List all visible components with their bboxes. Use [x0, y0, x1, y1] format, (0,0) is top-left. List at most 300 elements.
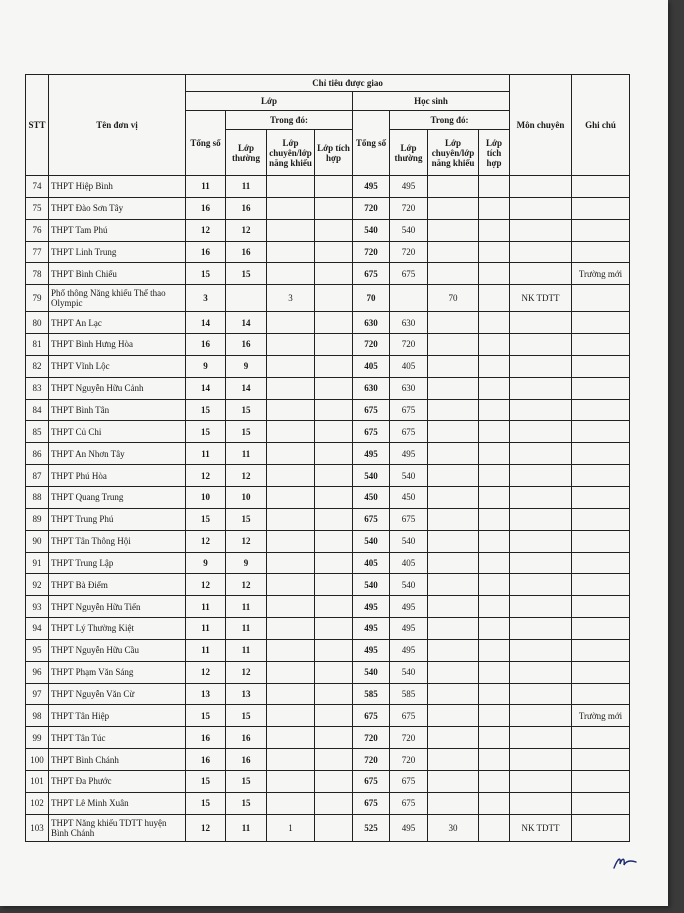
cell-students-specialized: [428, 421, 479, 443]
cell-stt: 86: [26, 443, 49, 465]
cell-note: [572, 377, 630, 399]
cell-classes-integrated: [315, 176, 353, 198]
cell-note: [572, 574, 630, 596]
cell-classes-integrated: [315, 639, 353, 661]
cell-classes-specialized: [267, 683, 315, 705]
cell-note: [572, 530, 630, 552]
cell-unit-name: THPT Tam Phú: [49, 219, 186, 241]
cell-unit-name: THPT Đào Sơn Tây: [49, 197, 186, 219]
cell-students-integrated: [479, 486, 510, 508]
cell-classes-integrated: [315, 399, 353, 421]
cell-classes-total: 16: [186, 197, 226, 219]
cell-students-total: 720: [353, 727, 390, 749]
cell-specialized-subject: [510, 618, 572, 640]
cell-classes-specialized: [267, 552, 315, 574]
cell-specialized-subject: [510, 241, 572, 263]
cell-classes-specialized: [267, 661, 315, 683]
cell-stt: 88: [26, 486, 49, 508]
table-row: [26, 596, 630, 618]
cell-stt: 90: [26, 530, 49, 552]
cell-students-total: 540: [353, 661, 390, 683]
cell-students-total: 495: [353, 176, 390, 198]
cell-students-total: 675: [353, 508, 390, 530]
cell-classes-integrated: [315, 530, 353, 552]
cell-students-total: 675: [353, 399, 390, 421]
cell-students-integrated: [479, 770, 510, 792]
cell-unit-name: THPT Lê Minh Xuân: [49, 792, 186, 814]
cell-unit-name: THPT Nguyễn Hữu Cảnh: [49, 377, 186, 399]
cell-classes-integrated: [315, 241, 353, 263]
cell-students-regular: 495: [390, 176, 428, 198]
cell-stt: 101: [26, 770, 49, 792]
cell-students-specialized: [428, 683, 479, 705]
cell-students-integrated: [479, 618, 510, 640]
cell-specialized-subject: [510, 705, 572, 727]
cell-specialized-subject: [510, 727, 572, 749]
cell-classes-total: 16: [186, 241, 226, 263]
cell-classes-total: 15: [186, 770, 226, 792]
cell-students-specialized: [428, 355, 479, 377]
cell-students-regular: 630: [390, 377, 428, 399]
cell-classes-regular: 15: [226, 705, 267, 727]
table-row: [26, 285, 630, 312]
cell-unit-name: THPT Bình Chánh: [49, 749, 186, 771]
cell-classes-integrated: [315, 792, 353, 814]
cell-classes-total: 16: [186, 727, 226, 749]
cell-students-total: 495: [353, 596, 390, 618]
cell-students-regular: 675: [390, 508, 428, 530]
cell-students-total: 405: [353, 355, 390, 377]
cell-unit-name: THPT Năng khiếu TDTT huyện Bình Chánh: [49, 814, 186, 841]
cell-classes-specialized: [267, 705, 315, 727]
cell-specialized-subject: [510, 574, 572, 596]
cell-students-specialized: [428, 334, 479, 356]
cell-classes-specialized: [267, 219, 315, 241]
cell-students-specialized: [428, 197, 479, 219]
cell-classes-total: 15: [186, 421, 226, 443]
cell-stt: 91: [26, 552, 49, 574]
cell-unit-name: THPT Tân Thông Hội: [49, 530, 186, 552]
cell-students-integrated: [479, 574, 510, 596]
cell-classes-regular: 15: [226, 508, 267, 530]
cell-stt: 77: [26, 241, 49, 263]
cell-students-total: 540: [353, 574, 390, 596]
cell-stt: 79: [26, 285, 49, 312]
cell-classes-total: 10: [186, 486, 226, 508]
cell-note: [572, 683, 630, 705]
cell-students-regular: 720: [390, 727, 428, 749]
cell-stt: 82: [26, 355, 49, 377]
cell-students-regular: 540: [390, 219, 428, 241]
table-row: [26, 508, 630, 530]
cell-stt: 98: [26, 705, 49, 727]
table-row: [26, 814, 630, 841]
cell-specialized-subject: [510, 661, 572, 683]
cell-students-specialized: [428, 219, 479, 241]
cell-unit-name: THPT Phạm Văn Sáng: [49, 661, 186, 683]
table-row: [26, 618, 630, 640]
cell-specialized-subject: [510, 552, 572, 574]
cell-classes-regular: 15: [226, 421, 267, 443]
cell-unit-name: THPT Bình Chiểu: [49, 263, 186, 285]
cell-students-regular: 450: [390, 486, 428, 508]
cell-classes-total: 11: [186, 176, 226, 198]
cell-unit-name: THPT Quang Trung: [49, 486, 186, 508]
cell-note: [572, 792, 630, 814]
table-row: [26, 263, 630, 285]
cell-unit-name: THPT Tân Túc: [49, 727, 186, 749]
cell-students-total: 720: [353, 749, 390, 771]
cell-students-specialized: [428, 661, 479, 683]
cell-classes-total: 12: [186, 814, 226, 841]
cell-note: [572, 219, 630, 241]
cell-unit-name: THPT An Nhơn Tây: [49, 443, 186, 465]
cell-classes-regular: 11: [226, 618, 267, 640]
header-classes-regular: Lớp thường: [226, 130, 267, 176]
cell-classes-total: 11: [186, 596, 226, 618]
cell-students-total: 405: [353, 552, 390, 574]
cell-classes-regular: 11: [226, 443, 267, 465]
cell-classes-integrated: [315, 263, 353, 285]
cell-note: [572, 443, 630, 465]
cell-students-specialized: [428, 792, 479, 814]
cell-classes-regular: 15: [226, 770, 267, 792]
cell-students-regular: 495: [390, 443, 428, 465]
cell-students-integrated: [479, 355, 510, 377]
cell-students-total: 675: [353, 421, 390, 443]
cell-unit-name: THPT Lý Thường Kiệt: [49, 618, 186, 640]
cell-classes-integrated: [315, 552, 353, 574]
cell-specialized-subject: [510, 508, 572, 530]
cell-students-integrated: [479, 399, 510, 421]
cell-students-specialized: [428, 443, 479, 465]
cell-students-specialized: [428, 727, 479, 749]
cell-students-integrated: [479, 421, 510, 443]
cell-note: [572, 176, 630, 198]
cell-students-regular: 720: [390, 241, 428, 263]
cell-stt: 81: [26, 334, 49, 356]
table-row: [26, 530, 630, 552]
table-row: [26, 334, 630, 356]
cell-specialized-subject: [510, 639, 572, 661]
cell-unit-name: THPT Trung Lập: [49, 552, 186, 574]
cell-classes-regular: 16: [226, 197, 267, 219]
cell-classes-specialized: 3: [267, 285, 315, 312]
table-row: [26, 197, 630, 219]
cell-classes-integrated: [315, 770, 353, 792]
cell-specialized-subject: [510, 749, 572, 771]
cell-specialized-subject: [510, 312, 572, 334]
cell-specialized-subject: [510, 530, 572, 552]
cell-classes-specialized: [267, 263, 315, 285]
cell-students-total: 540: [353, 219, 390, 241]
cell-students-total: 495: [353, 639, 390, 661]
header-quota: Chỉ tiêu được giao: [186, 75, 510, 92]
cell-classes-integrated: [315, 285, 353, 312]
cell-specialized-subject: NK TDTT: [510, 285, 572, 312]
cell-classes-integrated: [315, 574, 353, 596]
table-row: [26, 486, 630, 508]
cell-stt: 94: [26, 618, 49, 640]
cell-note: [572, 285, 630, 312]
cell-unit-name: THPT Nguyễn Hữu Cầu: [49, 639, 186, 661]
cell-classes-regular: 12: [226, 465, 267, 487]
cell-students-regular: 495: [390, 596, 428, 618]
cell-note: [572, 465, 630, 487]
cell-classes-integrated: [315, 727, 353, 749]
cell-students-total: 495: [353, 618, 390, 640]
cell-students-total: 720: [353, 334, 390, 356]
cell-unit-name: THPT Vĩnh Lộc: [49, 355, 186, 377]
cell-specialized-subject: [510, 486, 572, 508]
cell-unit-name: THPT Đa Phước: [49, 770, 186, 792]
cell-classes-total: 14: [186, 312, 226, 334]
cell-specialized-subject: [510, 334, 572, 356]
cell-stt: 92: [26, 574, 49, 596]
cell-classes-integrated: [315, 312, 353, 334]
cell-classes-specialized: [267, 176, 315, 198]
cell-note: [572, 814, 630, 841]
cell-classes-specialized: [267, 596, 315, 618]
cell-students-specialized: [428, 465, 479, 487]
cell-classes-specialized: [267, 334, 315, 356]
cell-students-regular: 495: [390, 639, 428, 661]
cell-students-regular: 585: [390, 683, 428, 705]
cell-note: [572, 596, 630, 618]
cell-classes-integrated: [315, 705, 353, 727]
header-classes-total: Tổng số: [186, 111, 226, 176]
cell-classes-total: 11: [186, 639, 226, 661]
cell-classes-integrated: [315, 683, 353, 705]
cell-students-total: 585: [353, 683, 390, 705]
table-row: [26, 792, 630, 814]
cell-students-regular: 675: [390, 263, 428, 285]
cell-classes-integrated: [315, 334, 353, 356]
cell-students-regular: 405: [390, 355, 428, 377]
table-row: [26, 465, 630, 487]
cell-classes-specialized: [267, 508, 315, 530]
cell-specialized-subject: [510, 355, 572, 377]
cell-classes-specialized: [267, 618, 315, 640]
header-students-regular: Lớp thường: [390, 130, 428, 176]
cell-classes-regular: 15: [226, 792, 267, 814]
cell-students-specialized: [428, 618, 479, 640]
cell-note: [572, 241, 630, 263]
cell-students-integrated: [479, 285, 510, 312]
table-row: [26, 312, 630, 334]
cell-note: [572, 399, 630, 421]
cell-students-specialized: 70: [428, 285, 479, 312]
cell-specialized-subject: [510, 399, 572, 421]
cell-classes-specialized: [267, 377, 315, 399]
table-row: [26, 421, 630, 443]
cell-stt: 102: [26, 792, 49, 814]
table-row: [26, 241, 630, 263]
cell-classes-regular: 15: [226, 263, 267, 285]
table-row: [26, 176, 630, 198]
table-row: [26, 377, 630, 399]
cell-classes-specialized: [267, 639, 315, 661]
cell-classes-total: 12: [186, 661, 226, 683]
header-specialized-subject: Môn chuyên: [510, 75, 572, 176]
cell-students-total: 675: [353, 792, 390, 814]
cell-note: [572, 727, 630, 749]
header-students: Học sinh: [353, 92, 510, 111]
cell-classes-specialized: [267, 312, 315, 334]
cell-stt: 85: [26, 421, 49, 443]
cell-students-total: 675: [353, 263, 390, 285]
header-classes-integrated: Lớp tích hợp: [315, 130, 353, 176]
cell-classes-integrated: [315, 465, 353, 487]
cell-classes-integrated: [315, 486, 353, 508]
cell-students-integrated: [479, 683, 510, 705]
cell-classes-specialized: [267, 749, 315, 771]
cell-unit-name: THPT Bình Hưng Hòa: [49, 334, 186, 356]
cell-classes-specialized: [267, 355, 315, 377]
cell-students-regular: 675: [390, 399, 428, 421]
cell-students-total: 540: [353, 465, 390, 487]
cell-specialized-subject: [510, 792, 572, 814]
cell-stt: 87: [26, 465, 49, 487]
cell-unit-name: THPT Bình Tân: [49, 399, 186, 421]
cell-students-regular: 540: [390, 661, 428, 683]
cell-unit-name: THPT Phú Hòa: [49, 465, 186, 487]
cell-students-integrated: [479, 661, 510, 683]
cell-specialized-subject: [510, 421, 572, 443]
cell-specialized-subject: [510, 465, 572, 487]
cell-classes-integrated: [315, 421, 353, 443]
cell-note: [572, 334, 630, 356]
cell-note: [572, 639, 630, 661]
cell-students-integrated: [479, 219, 510, 241]
cell-students-specialized: [428, 596, 479, 618]
cell-students-integrated: [479, 727, 510, 749]
cell-unit-name: THPT Củ Chi: [49, 421, 186, 443]
cell-students-specialized: [428, 770, 479, 792]
cell-unit-name: THPT Linh Trung: [49, 241, 186, 263]
header-students-of-which: Trong đó:: [390, 111, 510, 130]
cell-classes-total: 15: [186, 508, 226, 530]
cell-stt: 84: [26, 399, 49, 421]
cell-note: [572, 312, 630, 334]
cell-students-regular: 630: [390, 312, 428, 334]
cell-students-specialized: [428, 377, 479, 399]
table-row: [26, 683, 630, 705]
cell-students-total: 70: [353, 285, 390, 312]
cell-students-integrated: [479, 176, 510, 198]
cell-classes-specialized: [267, 465, 315, 487]
cell-classes-regular: 16: [226, 749, 267, 771]
cell-classes-specialized: [267, 792, 315, 814]
cell-students-regular: 540: [390, 465, 428, 487]
cell-students-regular: 675: [390, 792, 428, 814]
table-body: [26, 176, 630, 842]
cell-students-total: 720: [353, 241, 390, 263]
cell-students-integrated: [479, 749, 510, 771]
header-students-specialized: Lớp chuyên/lớp năng khiếu: [428, 130, 479, 176]
cell-students-regular: 720: [390, 334, 428, 356]
cell-classes-integrated: [315, 219, 353, 241]
cell-classes-integrated: [315, 661, 353, 683]
cell-students-integrated: [479, 377, 510, 399]
cell-students-total: 525: [353, 814, 390, 841]
cell-classes-specialized: [267, 530, 315, 552]
table-row: [26, 399, 630, 421]
cell-students-regular: [390, 285, 428, 312]
cell-note: [572, 661, 630, 683]
cell-students-integrated: [479, 552, 510, 574]
header-classes-specialized: Lớp chuyên/lớp năng khiếu: [267, 130, 315, 176]
cell-classes-specialized: [267, 574, 315, 596]
cell-unit-name: THPT Nguyễn Văn Cừ: [49, 683, 186, 705]
cell-students-specialized: [428, 486, 479, 508]
cell-specialized-subject: NK TDTT: [510, 814, 572, 841]
table-row: [26, 749, 630, 771]
cell-students-integrated: [479, 241, 510, 263]
cell-classes-integrated: [315, 377, 353, 399]
table-row: [26, 355, 630, 377]
cell-note: Trường mới: [572, 705, 630, 727]
cell-classes-regular: 15: [226, 399, 267, 421]
table-row: [26, 661, 630, 683]
cell-note: [572, 421, 630, 443]
cell-students-specialized: [428, 749, 479, 771]
cell-students-integrated: [479, 508, 510, 530]
cell-classes-regular: 12: [226, 530, 267, 552]
cell-unit-name: THPT Bà Điểm: [49, 574, 186, 596]
cell-classes-regular: 12: [226, 219, 267, 241]
cell-classes-specialized: [267, 443, 315, 465]
cell-students-specialized: [428, 508, 479, 530]
header-classes-of-which: Trong đó:: [226, 111, 353, 130]
cell-unit-name: THPT Tân Hiệp: [49, 705, 186, 727]
cell-classes-regular: 13: [226, 683, 267, 705]
cell-students-integrated: [479, 705, 510, 727]
cell-note: [572, 618, 630, 640]
cell-classes-specialized: [267, 486, 315, 508]
header-unit-name: Tên đơn vị: [49, 75, 186, 176]
cell-note: [572, 508, 630, 530]
cell-students-regular: 720: [390, 197, 428, 219]
quota-table: [25, 74, 630, 842]
table-row: [26, 639, 630, 661]
cell-students-regular: 675: [390, 770, 428, 792]
cell-classes-integrated: [315, 508, 353, 530]
cell-specialized-subject: [510, 176, 572, 198]
header-stt: STT: [26, 75, 49, 176]
cell-classes-regular: 11: [226, 639, 267, 661]
cell-classes-total: 12: [186, 574, 226, 596]
cell-students-specialized: [428, 312, 479, 334]
cell-stt: 75: [26, 197, 49, 219]
cell-students-integrated: [479, 443, 510, 465]
cell-students-integrated: [479, 197, 510, 219]
cell-stt: 103: [26, 814, 49, 841]
cell-students-total: 675: [353, 770, 390, 792]
table-row: [26, 574, 630, 596]
header-note: Ghi chú: [572, 75, 630, 176]
cell-note: Trường mới: [572, 263, 630, 285]
cell-students-total: 630: [353, 312, 390, 334]
cell-classes-total: 12: [186, 465, 226, 487]
cell-stt: 93: [26, 596, 49, 618]
cell-note: [572, 749, 630, 771]
cell-students-integrated: [479, 530, 510, 552]
cell-specialized-subject: [510, 219, 572, 241]
cell-students-specialized: [428, 530, 479, 552]
cell-students-regular: 405: [390, 552, 428, 574]
table-row: [26, 705, 630, 727]
